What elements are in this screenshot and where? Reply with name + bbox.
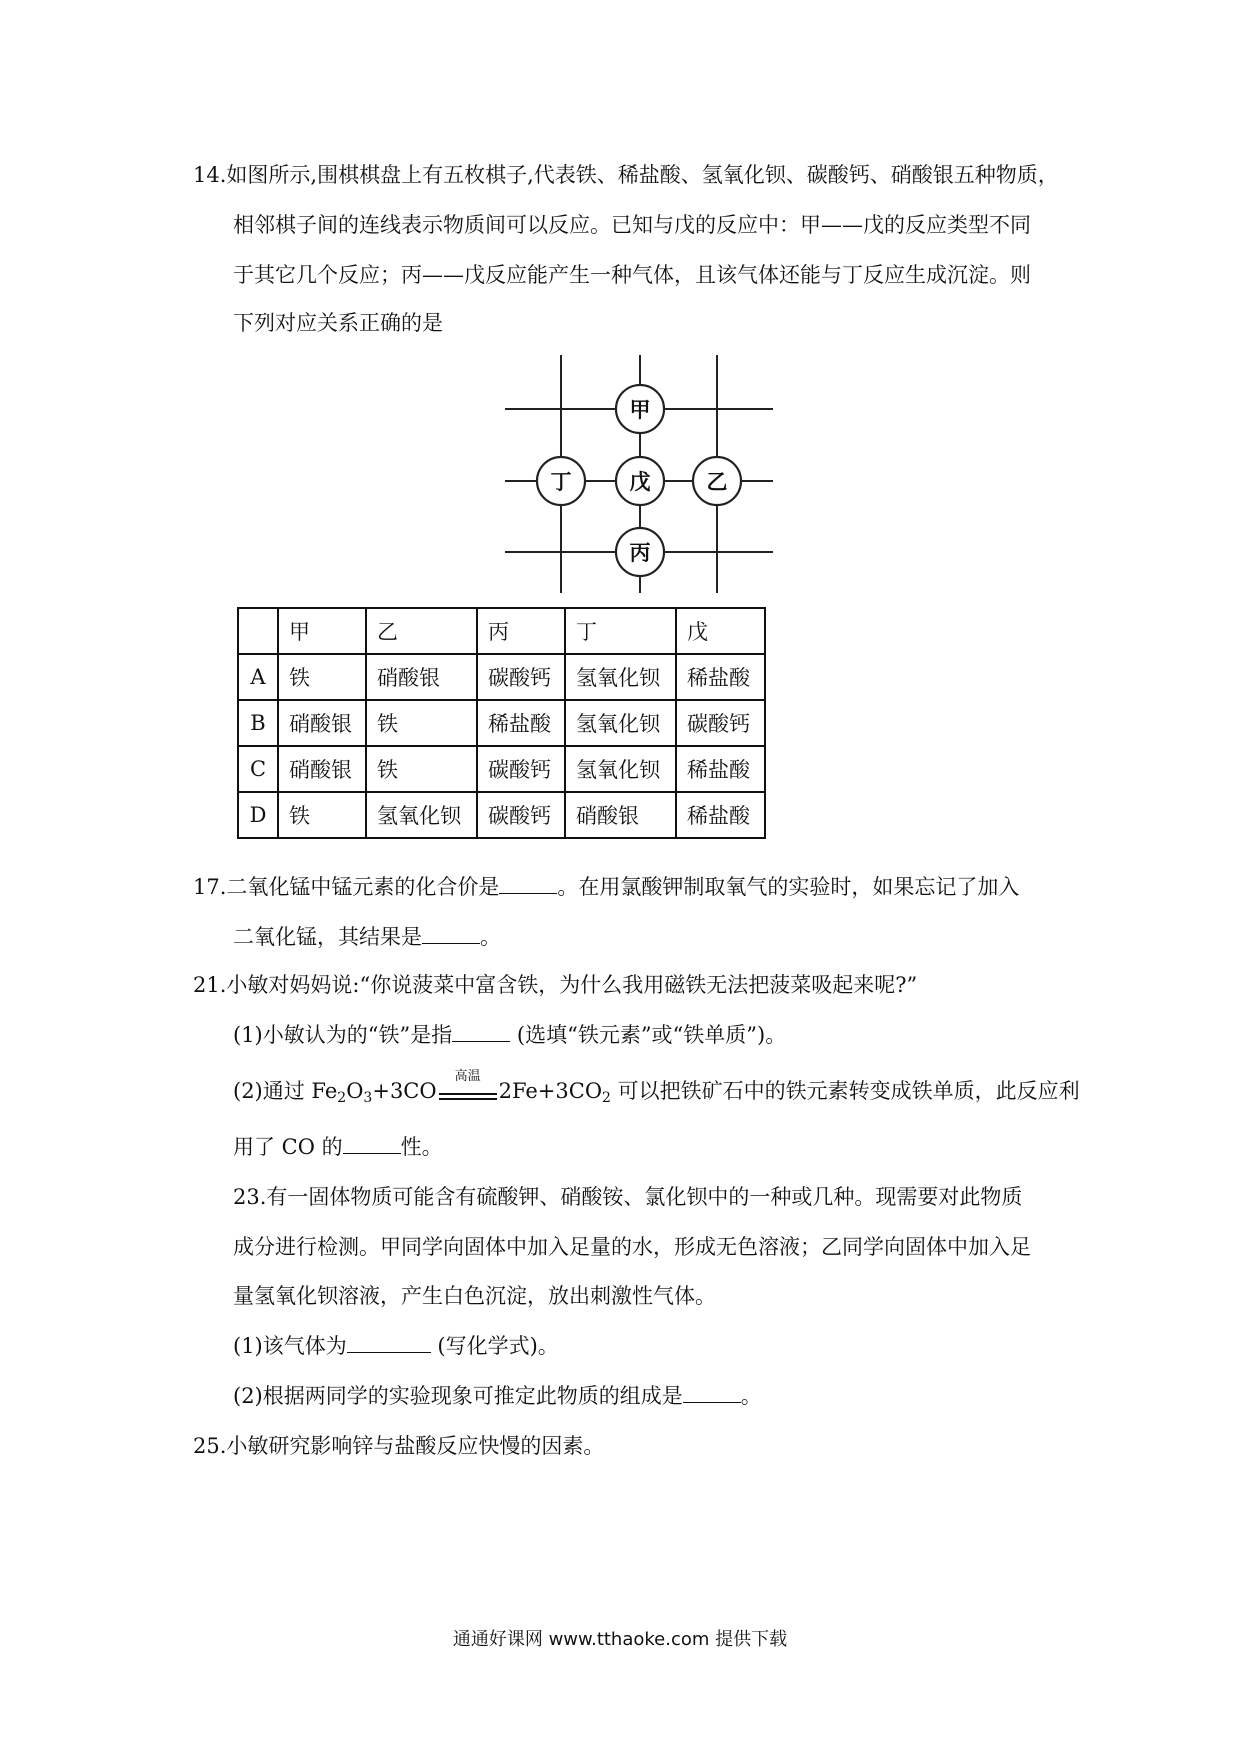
table-cell: 硝酸银	[565, 792, 676, 838]
q17-line-1	[193, 872, 1019, 902]
equals-bar-bottom	[439, 1098, 497, 1100]
table-cell: 铁	[278, 792, 366, 838]
q23-line-1: 23.有一固体物质可能含有硫酸钾、硝酸铵、氯化钡中的一种或几种。现需要对此物质	[233, 1185, 1023, 1209]
page-footer: 通通好课网 www.tthaoke.com 提供下载	[452, 1629, 788, 1650]
piece-right-label: 乙	[706, 470, 728, 494]
table-cell: 氢氧化钡	[565, 654, 676, 700]
q17-blank-1[interactable]	[499, 873, 557, 894]
reaction-condition-label: 高温	[454, 1068, 481, 1084]
equals-bar-top	[439, 1093, 497, 1095]
table-row	[238, 654, 765, 700]
q23-p1-text-a: (1)该气体为	[233, 1334, 347, 1358]
q21-p2-product: 2Fe+3CO	[498, 1079, 603, 1103]
q21-p1-text-a: (1)小敏认为的“铁”是指	[233, 1023, 453, 1047]
table-row	[238, 792, 765, 838]
subscript: 3	[363, 1090, 373, 1106]
q23-blank-1[interactable]	[347, 1332, 431, 1353]
piece-center-label: 戊	[629, 470, 651, 494]
q23-p2-text-b: 。	[740, 1384, 762, 1408]
table-header-cell: 乙	[366, 608, 477, 654]
q17-text-d: 。	[480, 925, 501, 949]
piece-bottom-label: 丙	[629, 541, 651, 565]
table-cell: 铁	[366, 746, 477, 792]
q21-part-1	[233, 1020, 786, 1050]
q23-line-3: 量氢氧化钡溶液，产生白色沉淀，放出刺激性气体。	[233, 1284, 716, 1308]
table-cell: B	[238, 700, 278, 746]
q21-part-2	[233, 1068, 1080, 1108]
q23-p1-text-b: (写化学式)。	[430, 1334, 559, 1358]
table-header-row	[238, 608, 765, 654]
q21-p2l2-text-b: 性。	[400, 1135, 443, 1159]
table-cell: 硝酸银	[278, 700, 366, 746]
q23-p2-text-a: (2)根据两同学的实验现象可推定此物质的组成是	[233, 1384, 683, 1408]
q17-text-a: 17.二氧化锰中锰元素的化合价是	[193, 875, 500, 899]
q21-part-2-line-2	[233, 1132, 443, 1162]
table-cell: 氢氧化钡	[565, 746, 676, 792]
q21-p2-reactant: +3CO	[372, 1079, 437, 1103]
piece-top-label: 甲	[629, 398, 651, 422]
table-cell: A	[238, 654, 278, 700]
q14-line-4: 下列对应关系正确的是	[233, 311, 443, 335]
q21-blank-1[interactable]	[452, 1021, 510, 1042]
table-cell: 铁	[366, 700, 477, 746]
table-row	[238, 746, 765, 792]
q23-part-1	[233, 1331, 559, 1361]
answer-table	[237, 607, 766, 839]
q17-text-b: 。在用氯酸钾制取氧气的实验时，如果忘记了加入	[557, 875, 1020, 899]
q14-line-1: 14.如图所示,围棋棋盘上有五枚棋子,代表铁、稀盐酸、氢氧化钡、碳酸钙、硝酸银五种物质，	[193, 163, 1059, 187]
q23-part-2	[233, 1381, 762, 1411]
piece-left-label: 丁	[550, 470, 572, 494]
table-header-cell: 丙	[477, 608, 565, 654]
q21-p2-o: O	[346, 1079, 364, 1103]
table-header-cell: 戊	[676, 608, 765, 654]
reaction-condition	[437, 1068, 499, 1108]
q21-p2-prefix: (2)通过 Fe	[233, 1079, 338, 1103]
subscript: 2	[602, 1090, 611, 1106]
table-cell: 氢氧化钡	[366, 792, 477, 838]
q25-stem: 25.小敏研究影响锌与盐酸反应快慢的因素。	[193, 1434, 605, 1458]
q17-blank-2[interactable]	[422, 923, 480, 944]
q14-line-2: 相邻棋子间的连线表示物质间可以反应。已知与戊的反应中：甲——戊的反应类型不同	[233, 213, 1031, 237]
table-header-cell: 丁	[565, 608, 676, 654]
q14-line-3: 于其它几个反应；丙——戊反应能产生一种气体，且该气体还能与丁反应生成沉淀。则	[233, 263, 1031, 287]
table-header-cell: 甲	[278, 608, 366, 654]
q21-p2-rest: 可以把铁矿石中的铁元素转变成铁单质，此反应利	[610, 1079, 1080, 1103]
q17-line-2	[233, 922, 501, 952]
table-cell: D	[238, 792, 278, 838]
q21-p2l2-text-a: 用了 CO 的	[233, 1135, 343, 1159]
table-cell: C	[238, 746, 278, 792]
q23-line-2: 成分进行检测。甲同学向固体中加入足量的水，形成无色溶液；乙同学向固体中加入足	[233, 1235, 1031, 1259]
q21-p1-text-b: (选填“铁元素”或“铁单质”)。	[510, 1023, 787, 1047]
table-cell: 氢氧化钡	[565, 700, 676, 746]
q21-blank-2[interactable]	[343, 1133, 401, 1154]
table-header-cell	[238, 608, 278, 654]
table-cell: 铁	[278, 654, 366, 700]
table-cell: 碳酸钙	[676, 700, 765, 746]
table-cell: 稀盐酸	[676, 792, 765, 838]
table-cell: 稀盐酸	[676, 746, 765, 792]
table-cell: 稀盐酸	[676, 654, 765, 700]
subscript: 2	[337, 1090, 347, 1106]
table-cell: 碳酸钙	[477, 654, 565, 700]
table-row	[238, 700, 765, 746]
table-cell: 稀盐酸	[477, 700, 565, 746]
table-cell: 硝酸银	[366, 654, 477, 700]
table-cell: 硝酸银	[278, 746, 366, 792]
table-cell: 碳酸钙	[477, 792, 565, 838]
q21-stem: 21.小敏对妈妈说:“你说菠菜中富含铁，为什么我用磁铁无法把菠菜吸起来呢?”	[193, 973, 918, 997]
q23-blank-2[interactable]	[683, 1382, 741, 1403]
table-cell: 碳酸钙	[477, 746, 565, 792]
go-board-diagram	[505, 355, 775, 595]
q17-text-c: 二氧化锰，其结果是	[233, 925, 422, 949]
